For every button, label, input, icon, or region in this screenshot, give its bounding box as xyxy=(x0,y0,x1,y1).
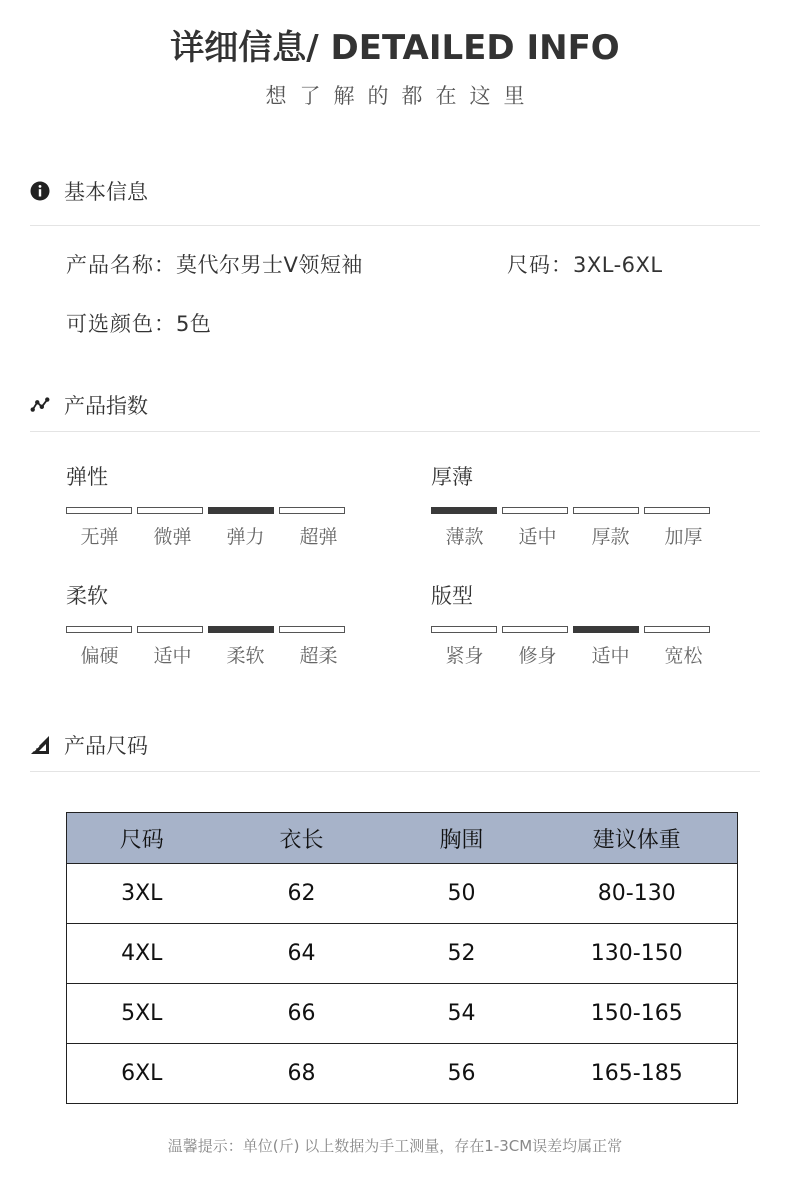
product-name-line xyxy=(66,249,363,279)
index-group-softness xyxy=(66,580,355,668)
table-cell: 56 xyxy=(387,1044,537,1104)
index-group-elasticity xyxy=(66,461,355,549)
index-option-label: 偏硬 xyxy=(80,645,119,667)
size-range-line xyxy=(507,249,663,279)
index-title: 柔软 xyxy=(66,584,108,608)
table-row xyxy=(67,864,738,924)
index-option-label: 超柔 xyxy=(299,645,338,667)
index-bars xyxy=(431,626,720,633)
trend-line-icon xyxy=(30,395,50,415)
index-option-label: 修身 xyxy=(518,645,557,667)
index-labels xyxy=(63,641,355,668)
table-cell: 6XL xyxy=(67,1044,217,1104)
table-row xyxy=(67,984,738,1044)
page-subtitle: 想了解的都在这里 xyxy=(265,84,538,108)
index-option-label: 适中 xyxy=(518,526,557,548)
ruler-triangle-icon xyxy=(30,735,50,755)
index-bar-active xyxy=(573,626,639,633)
page-title: 详细信息/ DETAILED INFO xyxy=(170,28,620,68)
index-bar xyxy=(502,507,568,514)
index-option-label: 超弹 xyxy=(299,526,338,548)
table-cell: 3XL xyxy=(67,864,217,924)
index-bars xyxy=(431,507,720,514)
index-labels xyxy=(428,641,720,668)
index-bars xyxy=(66,507,355,514)
index-labels xyxy=(428,522,720,549)
index-bar xyxy=(66,507,132,514)
table-cell: 54 xyxy=(387,984,537,1044)
section-basic-heading xyxy=(30,176,148,206)
size-range-value: 3XL-6XL xyxy=(573,253,663,277)
table-cell: 130-150 xyxy=(537,924,738,984)
index-option-label: 适中 xyxy=(591,645,630,667)
index-bar xyxy=(279,507,345,514)
table-cell: 66 xyxy=(217,984,387,1044)
index-title: 弹性 xyxy=(66,465,108,489)
divider xyxy=(30,771,760,772)
index-bar xyxy=(644,626,710,633)
index-bar xyxy=(431,626,497,633)
table-cell: 5XL xyxy=(67,984,217,1044)
color-count-value: 5色 xyxy=(176,312,212,336)
index-option-label: 加厚 xyxy=(664,526,703,548)
product-name-value: 莫代尔男士V领短袖 xyxy=(176,253,363,277)
table-cell: 4XL xyxy=(67,924,217,984)
size-range-label: 尺码： xyxy=(507,253,573,277)
column-header: 胸围 xyxy=(387,813,537,864)
footnote: 温馨提示：单位(斤) 以上数据为手工测量，存在1-3CM误差均属正常 xyxy=(167,1137,623,1155)
index-option-label: 弹力 xyxy=(226,526,265,548)
table-cell: 64 xyxy=(217,924,387,984)
size-table xyxy=(66,812,738,1104)
index-group-fit xyxy=(431,580,720,668)
section-index-title: 产品指数 xyxy=(64,394,148,418)
table-cell: 50 xyxy=(387,864,537,924)
index-option-label: 紧身 xyxy=(445,645,484,667)
index-bar-active xyxy=(208,507,274,514)
index-option-label: 宽松 xyxy=(664,645,703,667)
size-table-header xyxy=(67,813,738,864)
divider xyxy=(30,225,760,226)
table-cell: 80-130 xyxy=(537,864,738,924)
table-cell: 52 xyxy=(387,924,537,984)
index-bar xyxy=(279,626,345,633)
index-bar xyxy=(137,507,203,514)
index-bar xyxy=(502,626,568,633)
index-option-label: 厚款 xyxy=(591,526,630,548)
section-sizes-title: 产品尺码 xyxy=(64,734,148,758)
table-cell: 165-185 xyxy=(537,1044,738,1104)
info-circle-icon xyxy=(30,181,50,201)
table-row xyxy=(67,1044,738,1104)
index-labels xyxy=(63,522,355,549)
index-group-thickness xyxy=(431,461,720,549)
index-option-label: 柔软 xyxy=(226,645,265,667)
section-sizes-heading xyxy=(30,730,148,760)
table-row xyxy=(67,924,738,984)
table-cell: 68 xyxy=(217,1044,387,1104)
index-option-label: 微弹 xyxy=(153,526,192,548)
table-cell: 150-165 xyxy=(537,984,738,1044)
index-bar xyxy=(137,626,203,633)
index-option-label: 薄款 xyxy=(445,526,484,548)
color-count-label: 可选颜色： xyxy=(66,312,176,336)
product-name-label: 产品名称： xyxy=(66,253,176,277)
index-option-label: 适中 xyxy=(153,645,192,667)
section-basic-title: 基本信息 xyxy=(64,180,148,204)
index-bar xyxy=(573,507,639,514)
index-bar xyxy=(644,507,710,514)
color-count-line xyxy=(66,308,211,338)
column-header: 尺码 xyxy=(67,813,217,864)
column-header: 衣长 xyxy=(217,813,387,864)
table-cell: 62 xyxy=(217,864,387,924)
index-title: 版型 xyxy=(431,584,473,608)
index-bar-active xyxy=(208,626,274,633)
index-bar xyxy=(66,626,132,633)
divider xyxy=(30,431,760,432)
index-option-label: 无弹 xyxy=(80,526,119,548)
column-header: 建议体重 xyxy=(537,813,738,864)
index-bars xyxy=(66,626,355,633)
section-index-heading xyxy=(30,390,148,420)
index-bar-active xyxy=(431,507,497,514)
index-title: 厚薄 xyxy=(431,465,473,489)
